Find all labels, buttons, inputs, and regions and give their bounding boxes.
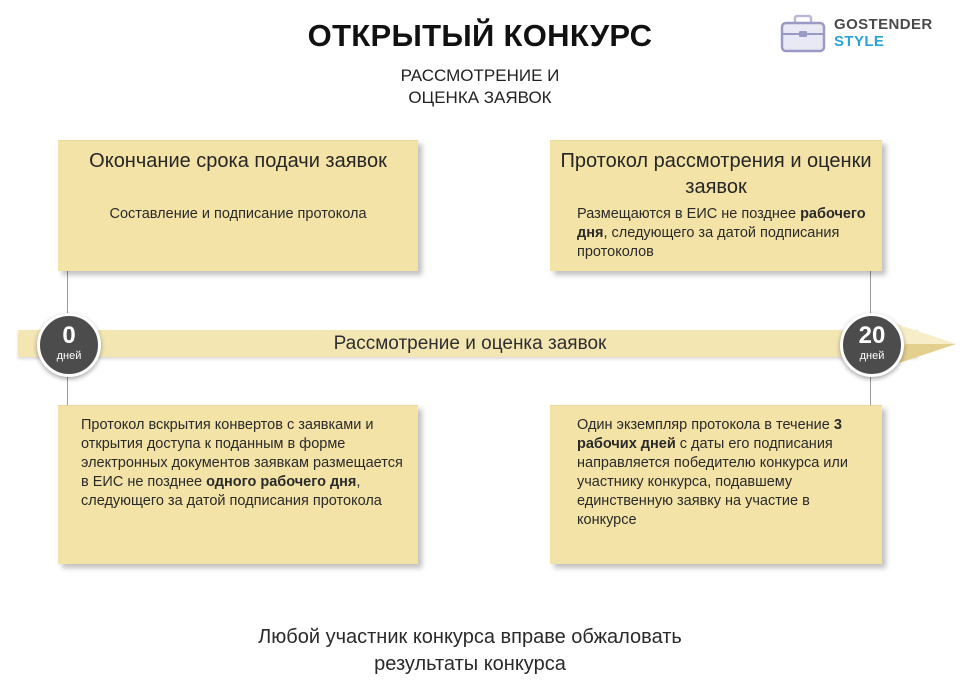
footer-note — [180, 624, 760, 678]
card-review-protocol — [550, 140, 882, 271]
card-deadline — [58, 140, 418, 271]
card-opening-protocol-emphasis: одного рабочего дня — [206, 474, 357, 490]
logo-text-accent: STYLE — [834, 33, 885, 50]
card-protocol-copy-body — [577, 416, 872, 530]
card-review-protocol-title: Протокол рассмотрения и оценки заявок — [560, 150, 872, 198]
marker-end-unit: дней — [859, 350, 885, 362]
logo-text-primary: GOSTENDER — [834, 16, 933, 33]
briefcase-icon — [780, 14, 826, 54]
footer-line-2: результаты конкурса — [374, 653, 566, 675]
card-protocol-copy-text-end: с даты его подписания направляется победителю конкурса или участнику конкурса, подавшему единственную заявку на участие в конкурсе — [577, 436, 848, 528]
card-deadline-title: Окончание срока подачи заявок — [89, 150, 387, 172]
marker-start-value: 0 — [62, 322, 76, 349]
timeline-label: Рассмотрение и оценка заявок — [333, 333, 607, 354]
logo — [780, 12, 950, 56]
card-opening-protocol-text: Протокол вскрытия конвертов с заявками и открытия доступа к поданным в форме электронных документов заявкам размещается в ЕИС не позднее — [81, 417, 403, 490]
connector-top-left — [67, 270, 68, 315]
page-title: ОТКРЫТЫЙ КОНКУРС — [307, 18, 653, 53]
card-opening-protocol-body — [81, 416, 406, 511]
card-protocol-copy — [550, 405, 882, 564]
card-protocol-copy-text: Один экземпляр протокола в течение — [577, 417, 834, 433]
card-protocol-copy-emphasis: 3 рабочих дней — [577, 417, 842, 452]
timeline-marker-start — [37, 313, 101, 377]
marker-start-unit: дней — [56, 350, 82, 362]
card-review-protocol-body — [577, 205, 872, 262]
footer-line-1: Любой участник конкурса вправе обжаловать — [258, 626, 682, 648]
connector-top-right — [870, 270, 871, 315]
subtitle-line-1: РАССМОТРЕНИЕ И — [400, 66, 560, 85]
card-opening-protocol-text-end: , следующего за датой подписания протокола — [81, 474, 382, 509]
card-review-protocol-text: Размещаются в ЕИС не позднее — [577, 206, 801, 222]
timeline-marker-end — [840, 313, 904, 377]
marker-end-value: 20 — [858, 322, 886, 349]
card-review-protocol-text-end: , следующего за датой подписания протоколов — [577, 225, 840, 260]
card-review-protocol-emphasis: рабочего дня — [577, 206, 866, 241]
card-deadline-body: Составление и подписание протокола — [109, 206, 367, 222]
subtitle-line-2: ОЦЕНКА ЗАЯВОК — [408, 88, 552, 107]
card-opening-protocol — [58, 405, 418, 564]
page-subtitle — [330, 65, 630, 109]
